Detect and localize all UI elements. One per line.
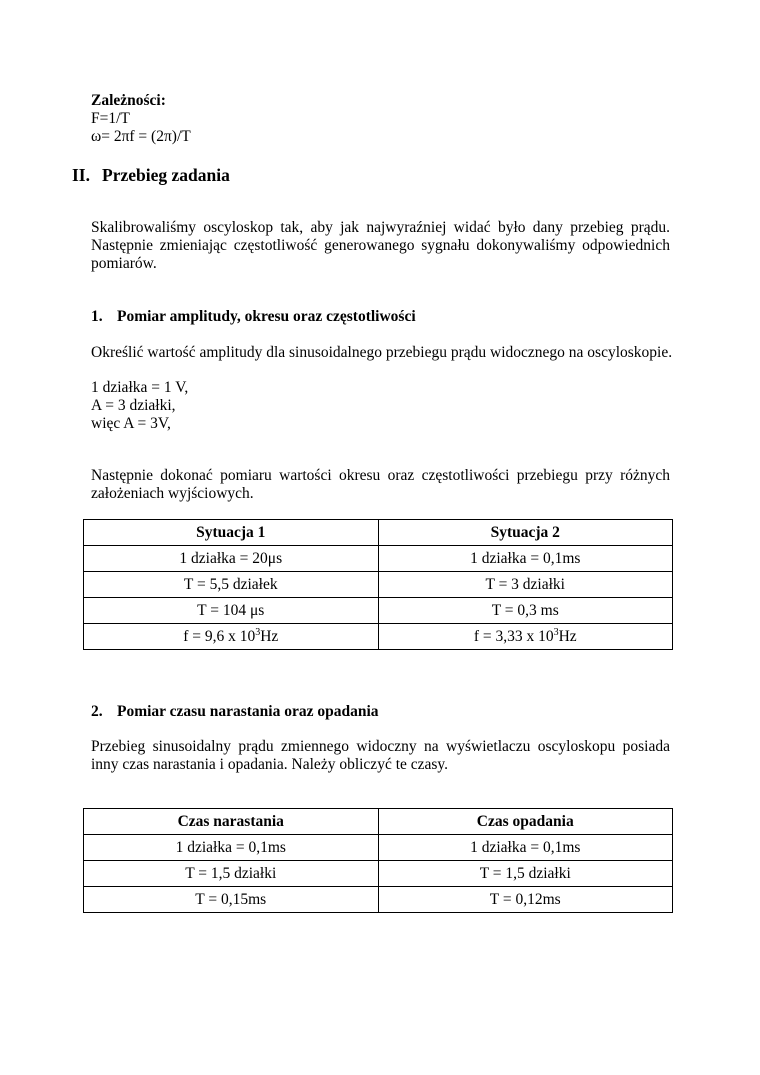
- section-heading: [72, 166, 230, 184]
- table-row: [84, 572, 673, 598]
- formula-omega: ω= 2πf = (2π)/T: [91, 128, 191, 145]
- table-row: [84, 861, 673, 887]
- table-cell: T = 3 działki: [378, 572, 673, 598]
- subsection-1-number: 1.: [91, 308, 103, 325]
- table-header: Czas narastania: [84, 809, 379, 835]
- table-cell: 1 działka = 0,1ms: [378, 835, 673, 861]
- period-frequency-table: [83, 519, 673, 650]
- frequency-2-exponent: 3: [553, 626, 559, 638]
- subsection-1-heading: [91, 308, 416, 326]
- frequency-1-exponent: 3: [255, 626, 261, 638]
- period-instruction: Następnie dokonać pomiaru wartości okresu oraz częstotliwości przebiegu przy różnych założeniach wyjściowych.: [91, 467, 670, 502]
- formulas-heading: Zależności:: [91, 92, 166, 109]
- frequency-cell-2: [378, 624, 673, 650]
- table-header: Sytuacja 2: [378, 520, 673, 546]
- subsection-2-number: 2.: [91, 703, 103, 720]
- frequency-2-base: f = 3,33 x 10: [473, 627, 554, 645]
- section-number: II.: [72, 165, 90, 185]
- table-cell: T = 0,3 ms: [378, 598, 673, 624]
- table-header: Czas opadania: [378, 809, 673, 835]
- table-cell: T = 104 μs: [84, 598, 379, 624]
- rise-fall-paragraph: Przebieg sinusoidalny prądu zmiennego widoczny na wyświetlaczu oscyloskopu posiada inny czas narastania i opadania. Należy obliczyć te czasy.: [91, 738, 670, 773]
- formula-frequency: F=1/T: [91, 110, 130, 127]
- table-cell: 1 działka = 0,1ms: [378, 546, 673, 572]
- subsection-1-title: Pomiar amplitudy, okresu oraz częstotliwości: [117, 308, 416, 325]
- frequency-cell-1: [84, 624, 379, 650]
- table-row: [84, 887, 673, 913]
- table-cell: T = 1,5 działki: [378, 861, 673, 887]
- table-header-row: [84, 809, 673, 835]
- table-cell: T = 1,5 działki: [84, 861, 379, 887]
- table-header: Sytuacja 1: [84, 520, 379, 546]
- intro-paragraph: Skalibrowaliśmy oscyloskop tak, aby jak najwyraźniej widać było dany przebieg prądu. Następnie zmieniając częstotliwość generowanego sygnału dokonywaliśmy odpowiednich pomiarów.: [91, 219, 670, 272]
- frequency-2-unit: Hz: [558, 627, 577, 645]
- table-cell: T = 0,12ms: [378, 887, 673, 913]
- scale-line: 1 działka = 1 V,: [91, 379, 189, 396]
- amplitude-divisions-line: A = 3 działki,: [91, 397, 176, 414]
- table-row: [84, 835, 673, 861]
- subsection-2-title: Pomiar czasu narastania oraz opadania: [117, 703, 379, 720]
- table-cell: T = 0,15ms: [84, 887, 379, 913]
- section-title: Przebieg zadania: [102, 165, 230, 185]
- frequency-1-base: f = 9,6 x 10: [183, 627, 256, 645]
- subsection-2-heading: [91, 703, 379, 721]
- table-header-row: [84, 520, 673, 546]
- frequency-1-unit: Hz: [260, 627, 279, 645]
- amplitude-instruction: Określić wartość amplitudy dla sinusoidalnego przebiegu prądu widocznego na oscyloskopie.: [91, 344, 673, 361]
- table-row: [84, 624, 673, 650]
- table-cell: 1 działka = 0,1ms: [84, 835, 379, 861]
- amplitude-result-line: więc A = 3V,: [91, 415, 171, 432]
- table-cell: T = 5,5 działek: [84, 572, 379, 598]
- table-row: [84, 546, 673, 572]
- table-row: [84, 598, 673, 624]
- rise-fall-table: [83, 808, 673, 913]
- table-cell: 1 działka = 20μs: [84, 546, 379, 572]
